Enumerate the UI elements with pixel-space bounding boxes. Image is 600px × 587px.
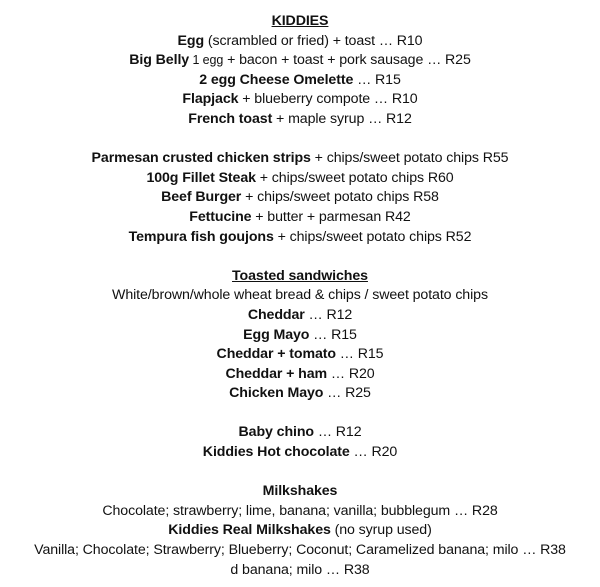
- item-desc: + blueberry compote … R10: [238, 91, 418, 108]
- item-desc: + chips/sweet potato chips R58: [241, 189, 439, 206]
- menu-item-french-toast: [0, 110, 600, 130]
- item-name: Kiddies Real Milkshakes: [168, 522, 331, 539]
- spacer: [0, 404, 600, 424]
- sandwiches-subtitle: White/brown/whole wheat bread & chips / sweet potato chips: [112, 287, 488, 304]
- item-desc: + chips/sweet potato chips R55: [310, 150, 509, 167]
- menu-item-big-belly: [0, 51, 600, 71]
- item-desc: … R20: [349, 444, 398, 461]
- item-name: Cheddar + ham: [225, 365, 328, 382]
- section-heading-milkshakes: Milkshakes: [262, 483, 338, 500]
- menu-title: KIDDIES: [271, 13, 329, 29]
- menu-item-fish-goujons: [0, 228, 600, 248]
- item-desc: + chips/sweet potato chips R60: [255, 169, 454, 186]
- item-name: Beef Burger: [161, 189, 242, 206]
- item-name: Egg Mayo: [243, 326, 310, 343]
- item-desc-small: 1 egg: [189, 53, 224, 68]
- item-desc: + chips/sweet potato chips R52: [273, 228, 472, 245]
- item-name: 2 egg Cheese Omelette: [199, 71, 354, 88]
- item-name: Big Belly: [129, 52, 190, 69]
- mains-section: [0, 149, 600, 247]
- item-name: Cheddar + tomato: [216, 346, 336, 363]
- item-name: Kiddies Hot chocolate: [202, 444, 350, 461]
- section-heading-sandwiches: Toasted sandwiches: [232, 267, 368, 284]
- real-milkshake-flavours: Vanilla; Chocolate; Strawberry; Blueberry; Coconut; Caramelized banana; milo … R38: [34, 542, 566, 559]
- menu-item-chicken-strips: [0, 149, 600, 169]
- menu-item-cheddar-tomato: [0, 345, 600, 365]
- spacer: [0, 463, 600, 483]
- item-name: Tempura fish goujons: [128, 228, 274, 245]
- milkshakes-section: [0, 482, 600, 580]
- item-desc: (no syrup used): [330, 522, 432, 539]
- menu-item-chicken-mayo: [0, 384, 600, 404]
- item-desc: … R25: [323, 385, 371, 402]
- item-desc: … R15: [335, 346, 384, 363]
- menu-item-baby-chino: [0, 423, 600, 443]
- menu-item-fillet-steak: [0, 169, 600, 189]
- breakfast-section: [0, 32, 600, 130]
- menu-item-egg: [0, 32, 600, 52]
- menu-item-cheddar: [0, 306, 600, 326]
- item-name: 100g Fillet Steak: [146, 169, 256, 186]
- menu-item-fettucine: [0, 208, 600, 228]
- item-desc: … R15: [353, 71, 401, 88]
- item-name: Parmesan crusted chicken strips: [91, 150, 311, 167]
- item-name: Cheddar: [247, 306, 305, 323]
- item-desc: … R20: [327, 365, 375, 382]
- menu-item-omelette: [0, 71, 600, 91]
- item-name: Chicken Mayo: [229, 385, 324, 402]
- menu-item-real-milkshakes: [0, 521, 600, 541]
- item-desc: … R12: [304, 306, 353, 323]
- item-desc: … R15: [309, 326, 357, 343]
- menu-item-cheddar-ham: [0, 365, 600, 385]
- drinks-section: [0, 423, 600, 462]
- item-name: Fettucine: [189, 208, 252, 225]
- item-desc: (scrambled or fried) + toast … R10: [204, 32, 423, 49]
- item-desc: + butter + parmesan R42: [251, 208, 411, 225]
- item-desc: + maple syrup … R12: [272, 110, 412, 127]
- spacer: [0, 130, 600, 150]
- item-desc: … R12: [313, 424, 362, 441]
- menu-item-beef-burger: [0, 188, 600, 208]
- milkshake-flavours: Chocolate; strawberry; lime, banana; vanilla; bubblegum … R28: [102, 502, 498, 519]
- spacer: [0, 247, 600, 267]
- item-name: French toast: [188, 110, 273, 127]
- item-desc: + bacon + toast + pork sausage … R25: [223, 52, 471, 69]
- menu-item-flapjack: [0, 90, 600, 110]
- menu-item-egg-mayo: [0, 326, 600, 346]
- item-name: Flapjack: [182, 91, 239, 108]
- menu-item-hot-chocolate: [0, 443, 600, 463]
- sandwiches-section: [0, 267, 600, 404]
- item-name: Egg: [177, 32, 205, 49]
- item-name: Baby chino: [238, 424, 314, 441]
- real-milkshake-flavours-overflow: d banana; milo … R38: [230, 561, 370, 578]
